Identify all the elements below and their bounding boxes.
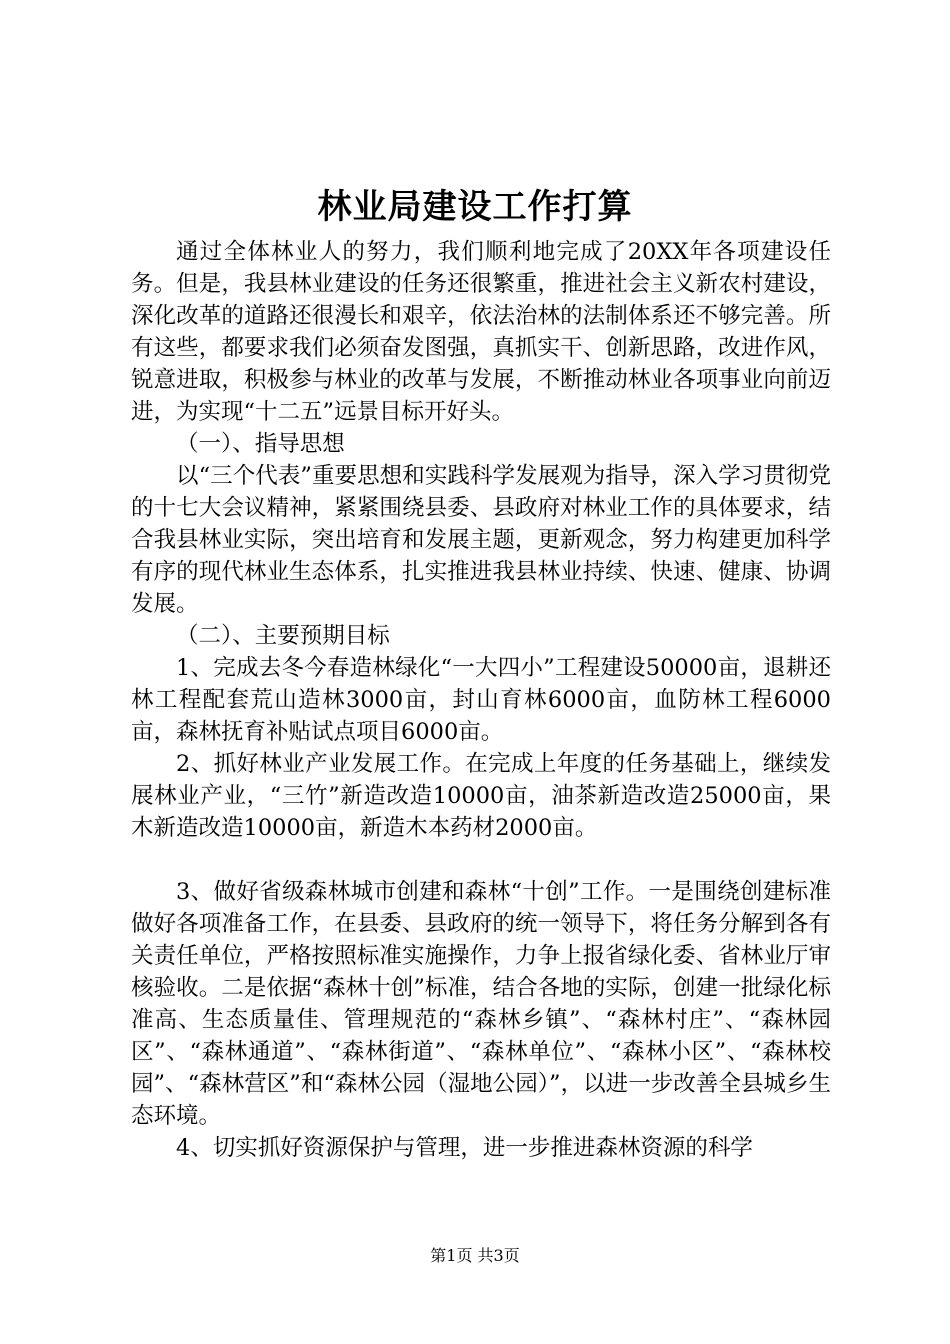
goal-item-3: 3、做好省级森林城市创建和森林“十创”工作。一是围绕创建标准做好各项准备工作，在县委、县政府的统一领导下，将任务分解到各有关责任单位，严格按照标准实施操作，力争上报省绿化委、省林业厅审核验收。二是依据“森林十创”标准，结合各地的实际，创建一批绿化标准高、生态质量佳、管理规范的“森林乡镇”、“森林村庄”、“森林园区”、“森林通道”、“森林街道”、“森林单位”、“森林小区”、“森林校园”、“森林营区”和“森林公园（湿地公园）”，以进一步改善全县城乡生态环境。 [131,879,831,1129]
section-heading-main-goals: （二）、主要预期目标 [176,623,390,649]
document-body [131,236,831,1164]
section-heading-guiding-thought: （一）、指导思想 [176,431,345,457]
intro-paragraph: 通过全体林业人的努力，我们顺利地完成了20XX年各项建设任务。但是，我县林业建设的任务还很繁重，推进社会主义新农村建设，深化改革的道路还很漫长和艰辛，依法治林的法制体系还不够完善。所有这些，都要求我们必须奋发图强，真抓实干、创新思路，改进作风，锐意进取，积极参与林业的改革与发展，不断推动林业各项事业向前迈进，为实现“十二五”远景目标开好头。 [131,239,831,425]
goal-item-4: 4、切实抓好资源保护与管理，进一步推进森林资源的科学 [176,1135,753,1161]
goal-item-2: 2、抓好林业产业发展工作。在完成上年度的任务基础上，继续发展林业产业，“三竹”新造改造10000亩，油茶新造改造25000亩，果木新造改造10000亩，新造木本药材2000亩。 [131,751,831,841]
guiding-thought-paragraph: 以“三个代表”重要思想和实践科学发展观为指导，深入学习贯彻党的十七大会议精神，紧紧围绕县委、县政府对林业工作的具体要求，结合我县林业实际，突出培育和发展主题，更新观念，努力构建更加科学有序的现代林业生态体系，扎实推进我县林业持续、快速、健康、协调发展。 [131,463,831,617]
paragraph-spacer [131,844,831,876]
goal-item-1: 1、完成去冬今春造林绿化“一大四小”工程建设50000亩，退耕还林工程配套荒山造林3000亩，封山育林6000亩，血防林工程6000亩，森林抚育补贴试点项目6000亩。 [131,655,831,745]
page-indicator: 第1页 共3页 [430,1246,520,1265]
document-title: 林业局建设工作打算 [317,187,633,227]
